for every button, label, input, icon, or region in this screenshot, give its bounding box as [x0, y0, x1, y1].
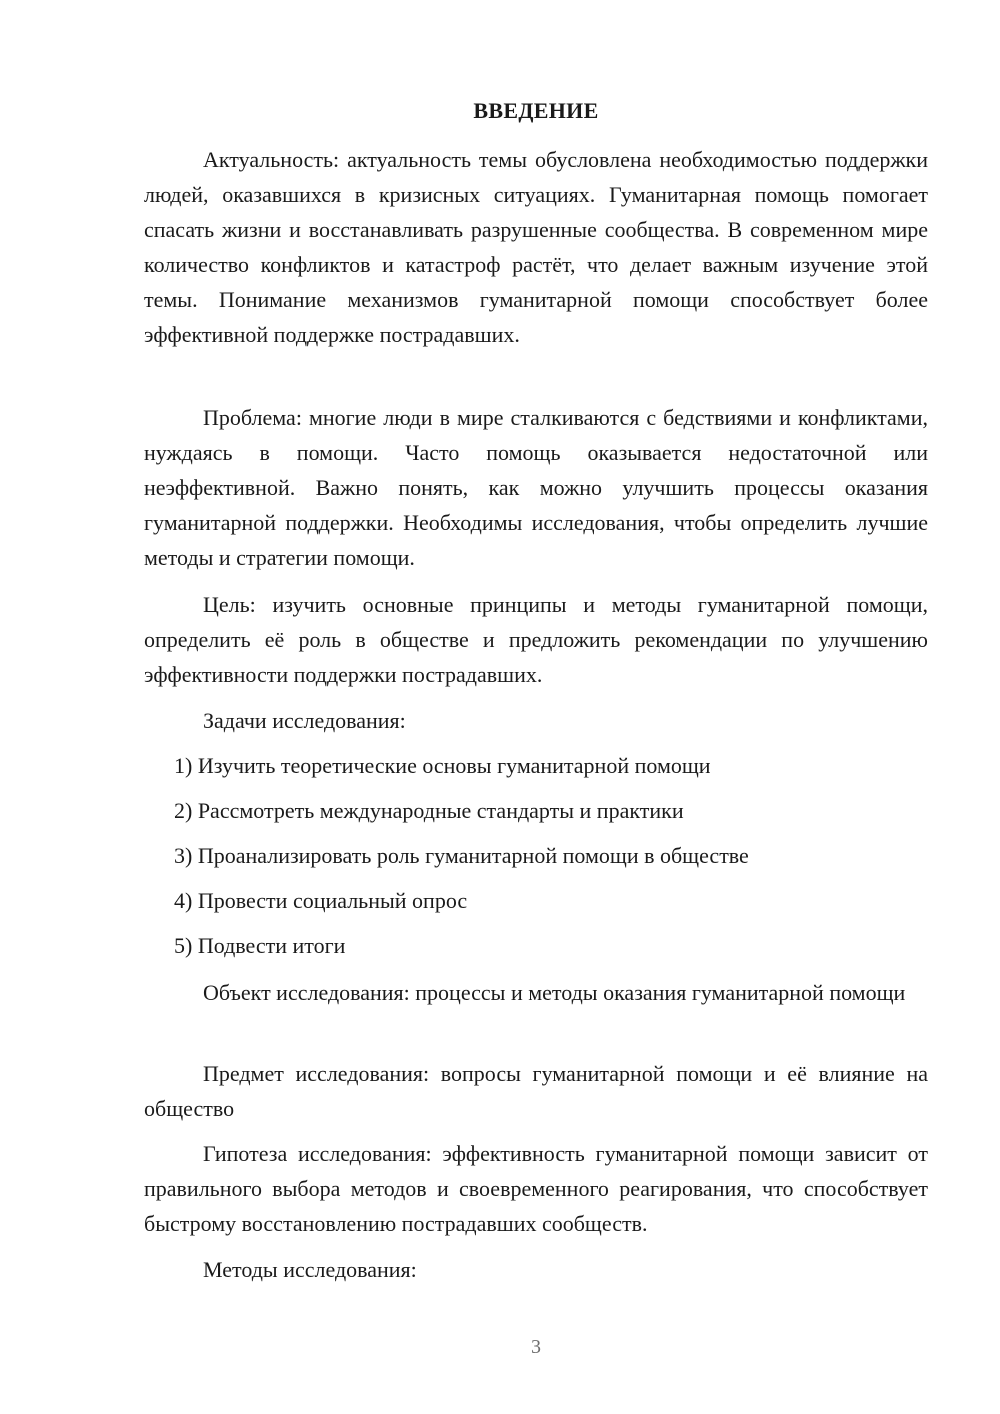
task-item-1: 1) Изучить теоретические основы гуманитарной помощи: [174, 753, 711, 778]
page-number: 3: [531, 1336, 541, 1358]
paragraph-object: Объект исследования: процессы и методы оказания гуманитарной помощи: [203, 980, 906, 1005]
task-item-2: 2) Рассмотреть международные стандарты и практики: [174, 798, 684, 823]
task-item-3: 3) Проанализировать роль гуманитарной помощи в обществе: [174, 843, 749, 868]
task-item-4: 4) Провести социальный опрос: [174, 888, 468, 913]
paragraph-hypothesis: Гипотеза исследования: эффективность гуманитарной помощи зависит от правильного выбора методов и своевременного реагирования, что способствует быстрому восстановлению пострадавших сообществ.: [144, 1141, 928, 1236]
methods-heading: Методы исследования:: [203, 1257, 417, 1282]
section-title: ВВЕДЕНИЕ: [473, 98, 599, 123]
paragraph-relevance: Актуальность: актуальность темы обусловлена необходимостью поддержки людей, оказавшихся в кризисных ситуациях. Гуманитарная помощь помогает спасать жизни и восстанавливать разрушенные сообщества. В современном мире количество конфликтов и катастроф растёт, что делает важным изучение этой темы. Понимание механизмов гуманитарной помощи способствует более эффективной поддержке пострадавших.: [144, 147, 928, 347]
document-page: [144, 0, 928, 1414]
paragraph-problem: Проблема: многие люди в мире сталкиваются с бедствиями и конфликтами, нуждаясь в помощи. Часто помощь оказывается недостаточной или неэффективной. Важно понять, как можно улучшить процессы оказания гуманитарной поддержки. Необходимы исследования, чтобы определить лучшие методы и стратегии помощи.: [144, 405, 928, 570]
task-item-5: 5) Подвести итоги: [174, 933, 346, 958]
tasks-heading: Задачи исследования:: [203, 708, 406, 733]
paragraph-subject: Предмет исследования: вопросы гуманитарной помощи и её влияние на общество: [144, 1061, 928, 1121]
paragraph-goal: Цель: изучить основные принципы и методы гуманитарной помощи, определить её роль в обществе и предложить рекомендации по улучшению эффективности поддержки пострадавших.: [144, 592, 928, 687]
